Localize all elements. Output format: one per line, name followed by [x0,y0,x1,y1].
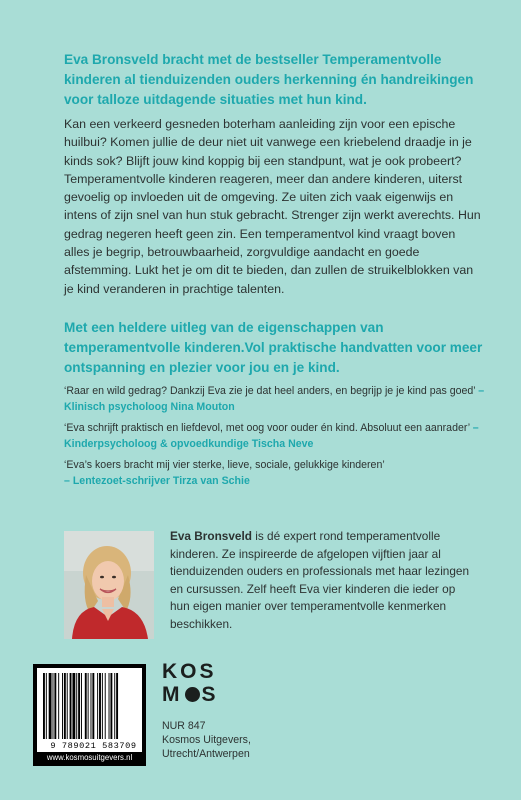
quote-item [64,458,494,489]
quotes-section [64,384,494,496]
author-name: Eva Bronsveld [170,529,252,543]
tagline-paragraph: Met een heldere uitleg van de eigenschappen van temperamentvolle kinderen.Vol praktische handvatten voor meer ontspanning en plezier voor jou en je kind. [64,320,483,375]
logo-line-2: M S [162,683,219,706]
author-photo [64,531,154,639]
barcode-label [33,664,146,766]
publisher-name: Kosmos Uitgevers, [162,734,251,746]
quote-source: – Klinisch psycholoog Nina Mouton [64,385,485,413]
quote-text: ‘Eva’s koers bracht mij vier sterke, lieve, sociale, gelukkige kinderen’ [64,459,385,472]
logo-dot-icon [185,687,200,702]
quote-text: ‘Eva schrijft praktisch en liefdevol, met oog voor ouder én kind. Absoluut een aanrader’ [64,422,470,435]
kosmos-logo [162,660,222,706]
intro-paragraph: Eva Bronsveld bracht met de bestseller Temperamentvolle kinderen al tienduizenden ouders herkenning én handreikingen voor talloze uitdagende situaties met hun kind. [64,52,474,107]
body-paragraph: Kan een verkeerd gesneden boterham aanleiding zijn voor een epische huilbui? Komen jullie de deur niet uit vanwege een kriebelend draadje in je kinds sok? Blijft jouw kind koppig bij een standpunt, wat je ook probeert? Temperamentvolle kinderen reageren, meer dan andere kinderen, uiterst gevoelig op invloeden uit de omgeving. Ze uiten zich vaak eigenwijs en intens of zijn snel van hun stuk gebracht. Strenger zijn werkt averechts. Hun gedrag negeren heeft geen zin. Een temperamentvol kind vraagt boven alles je begrip, betrouwbaarheid, zorgvuldige aandacht en goede afstemming. Lukt het je om dit te bieden, dan zullen de struikelblokken van je kind veranderen in prachtige talenten. [64,117,481,296]
publisher-info [162,719,251,761]
author-bio [170,528,470,634]
quote-source: – Lentezoet-schrijver Tirza van Schie [64,474,250,487]
logo-line-1: KOS [162,660,217,683]
isbn-number: 9 789021 583709 [50,741,137,751]
quote-item [64,421,494,452]
publisher-place: Utrecht/Antwerpen [162,748,250,760]
barcode-area [37,668,142,752]
barcode-icon [43,673,136,741]
quote-source: – Kinderpsycholoog & opvoedkundige Tischa Neve [64,422,479,450]
quote-item [64,384,494,415]
author-bio-text: is dé expert rond temperamentvolle kinderen. Ze inspireerde de afgelopen vijftien jaar al tienduizenden ouders en professionals met haar lezingen en cursussen. Zelf heeft Eva vier kinderen die ieder op hun eigen manier over temperamentvolle kenmerken beschikken. [170,529,470,631]
publisher-website: www.kosmosuitgevers.nl [46,753,133,762]
quote-text: ‘Raar en wild gedrag? Dankzij Eva zie je dat heel anders, en begrijp je je kind pas goed’ [64,385,476,397]
nur-code: NUR 847 [162,720,206,732]
